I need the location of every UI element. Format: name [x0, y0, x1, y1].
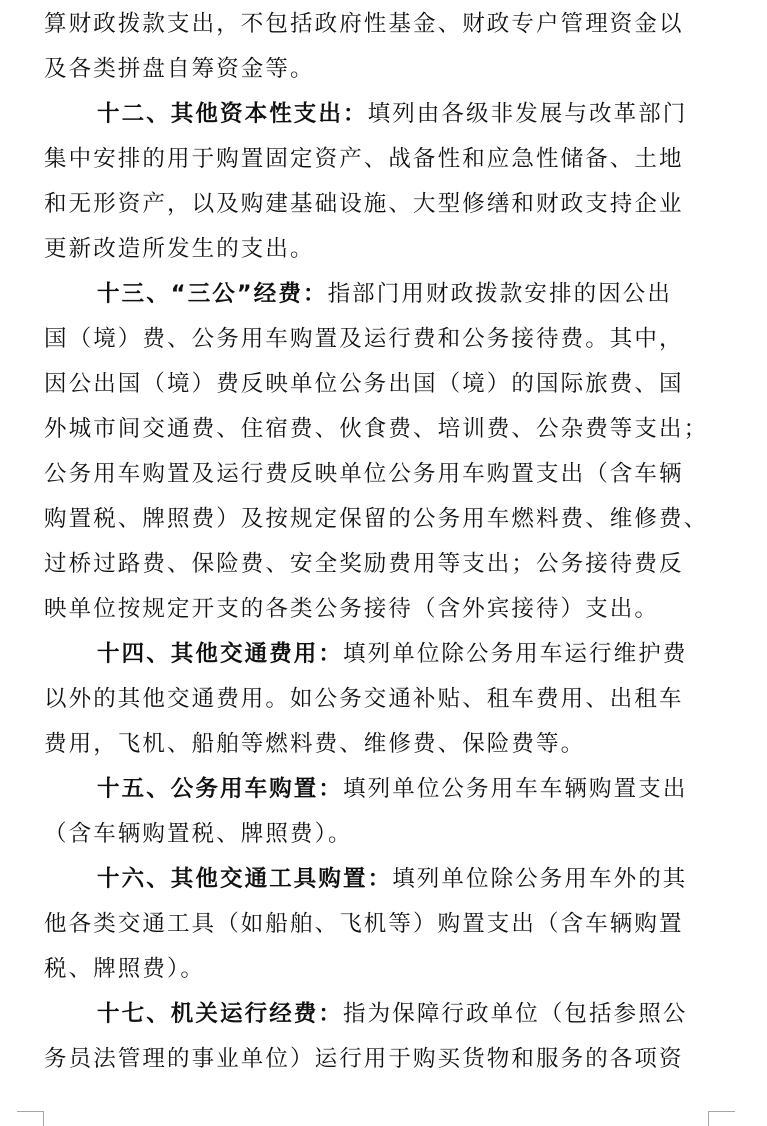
section-14-heading-line	[97, 639, 687, 669]
paragraph-line	[44, 1044, 684, 1074]
line-text: 税、牌照费）。	[44, 956, 205, 982]
line-text: （含车辆购置税、牌照费）。	[44, 821, 353, 847]
section-16-heading-line	[97, 864, 687, 894]
paragraph-line	[44, 504, 708, 534]
section-heading: 十三、“三公”经费：	[97, 281, 328, 307]
line-text: 填列单位公务用车车辆购置支出	[343, 776, 688, 802]
paragraph-line	[44, 459, 684, 489]
paragraph-line	[44, 549, 684, 579]
line-text: 填列单位除公务用车运行维护费	[343, 641, 688, 667]
line-text: 国（境）费、公务用车购置及运行费和公务接待费。其中，	[44, 326, 684, 352]
section-heading: 十四、其他交通费用：	[97, 641, 344, 667]
paragraph-line	[44, 189, 684, 219]
line-text: 购置税、牌照费）及按规定保留的公务用车燃料费、维修费、	[44, 506, 709, 532]
line-text: 更新改造所发生的支出。	[44, 236, 315, 262]
line-text: 因公出国（境）费反映单位公务出国（境）的国际旅费、国	[44, 371, 684, 397]
paragraph-line	[44, 819, 353, 849]
line-text: 务员法管理的事业单位）运行用于购买货物和服务的各项资	[44, 1046, 684, 1072]
line-text: 指部门用财政拨款安排的因公出	[327, 281, 672, 307]
line-text: 算财政拨款支出，不包括政府性基金、财政专户管理资金以	[44, 11, 684, 37]
section-heading: 十二、其他资本性支出：	[97, 101, 368, 127]
line-text: 及各类拼盘自筹资金等。	[44, 56, 315, 82]
line-text: 填列由各级非发展与改革部门	[367, 101, 688, 127]
line-text: 映单位按规定开支的各类公务接待（含外宾接待）支出。	[44, 596, 660, 622]
section-13-heading-line	[97, 279, 672, 309]
paragraph-line	[44, 729, 585, 759]
section-17-heading-line	[97, 999, 687, 1029]
paragraph-line	[44, 684, 684, 714]
paragraph-line	[44, 9, 684, 39]
paragraph-line	[44, 234, 315, 264]
line-text: 过桥过路费、保险费、安全奖励费用等支出；公务接待费反	[44, 551, 684, 577]
paragraph-line	[44, 54, 315, 84]
section-heading: 十七、机关运行经费：	[97, 1001, 344, 1027]
line-text: 集中安排的用于购置固定资产、战备性和应急性储备、土地	[44, 146, 684, 172]
page-corner-mark-left	[17, 1111, 44, 1126]
page-corner-mark-right	[708, 1111, 735, 1126]
section-heading: 十六、其他交通工具购置：	[97, 866, 393, 892]
section-15-heading-line	[97, 774, 687, 804]
line-text: 以外的其他交通费用。如公务交通补贴、租车费用、出租车	[44, 686, 684, 712]
paragraph-line	[44, 594, 659, 624]
paragraph-line	[44, 954, 205, 984]
line-text: 和无形资产，以及购建基础设施、大型修缮和财政支持企业	[44, 191, 684, 217]
line-text: 费用，飞机、船舶等燃料费、维修费、保险费等。	[44, 731, 586, 757]
line-text: 他各类交通工具（如船舶、飞机等）购置支出（含车辆购置	[44, 911, 684, 937]
paragraph-line	[44, 369, 684, 399]
line-text: 指为保障行政单位（包括参照公	[343, 1001, 688, 1027]
paragraph-line	[44, 324, 684, 354]
section-12-heading-line	[97, 99, 687, 129]
line-text: 外城市间交通费、住宿费、伙食费、培训费、公杂费等支出；	[44, 416, 709, 442]
line-text: 填列单位除公务用车外的其	[392, 866, 688, 892]
paragraph-line	[44, 909, 684, 939]
section-heading: 十五、公务用车购置：	[97, 776, 344, 802]
paragraph-line	[44, 414, 708, 444]
paragraph-line	[44, 144, 684, 174]
line-text: 公务用车购置及运行费反映单位公务用车购置支出（含车辆	[44, 461, 684, 487]
